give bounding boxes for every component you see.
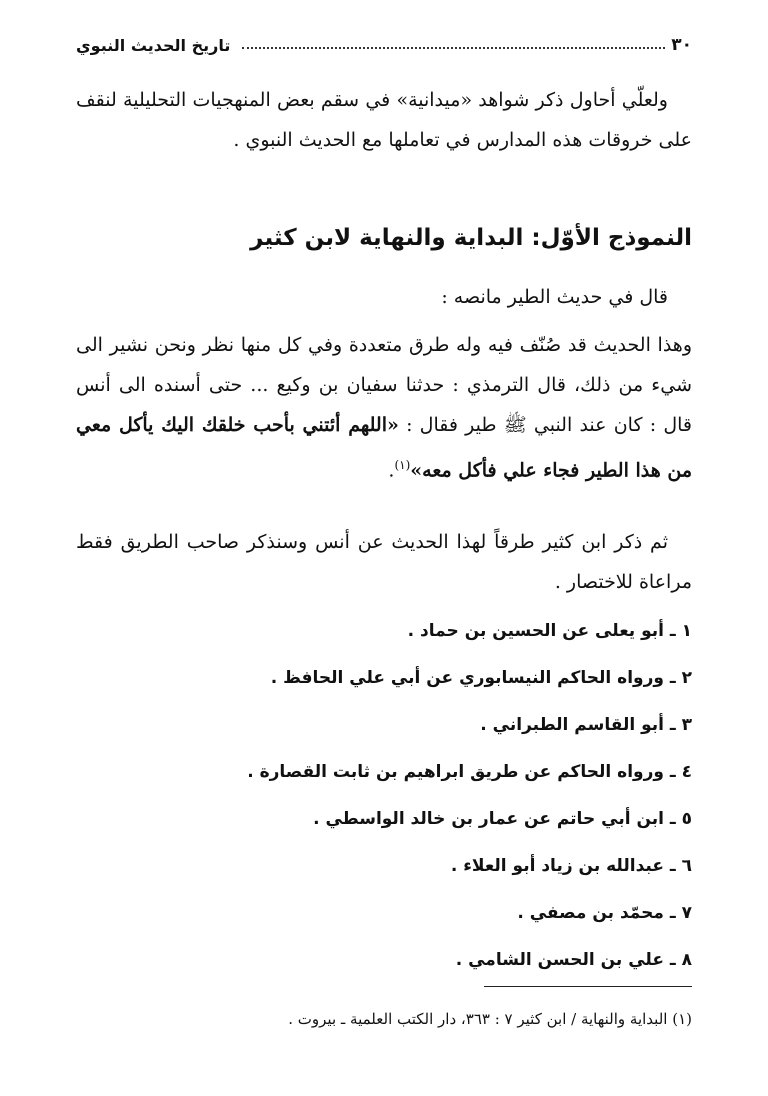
footnote: (١) البداية والنهاية / ابن كثير ٧ : ٣٦٣، دار الكتب العلمية ـ بيروت .	[288, 1010, 692, 1028]
quoted-paragraph	[76, 325, 692, 490]
intro-paragraph: ولعلّي أحاول ذكر شواهد «ميدانية» في سقم بعض المنهجيات التحليلية لنقف على خروقات هذه المدارس في تعاملها مع الحديث النبوي .	[76, 89, 692, 151]
sentence-end: .	[388, 459, 395, 482]
list-item: ١ ـ أبو يعلى عن الحسين بن حماد .	[407, 621, 692, 641]
list-item: ٧ ـ محمّد بن مصفي .	[517, 903, 692, 923]
page-number: ٣٠	[671, 35, 692, 55]
list-item: ٤ ـ ورواه الحاكم عن طريق ابراهيم بن ثابت القصارة .	[247, 762, 692, 782]
list-item: ٣ ـ أبو القاسم الطبراني .	[480, 715, 692, 735]
list-item: ٦ ـ عبدالله بن زياد أبو العلاء .	[450, 856, 692, 876]
running-header	[76, 30, 692, 60]
section-heading: النموذج الأوّل: البداية والنهاية لابن كثير	[250, 225, 692, 251]
chains-list	[76, 608, 692, 984]
chains-intro-paragraph: ثم ذكر ابن كثير طرقاً لهذا الحديث عن أنس وسنذكر صاحب الطريق فقط مراعاة للاختصار .	[76, 531, 692, 593]
list-item: ٢ ـ ورواه الحاكم النيسابوري عن أبي علي الحافظ .	[270, 668, 692, 688]
list-item: ٥ ـ ابن أبي حاتم عن عمار بن خالد الواسطي .	[313, 809, 692, 829]
hadith-quote: «اللهم أئتني بأحب خلقك اليك يأكل معي من هذا الطير فجاء علي فأكل معه»	[76, 414, 692, 482]
footnote-separator	[484, 986, 692, 987]
running-title: تاريخ الحديث النبوي	[76, 35, 231, 55]
list-item: ٨ ـ علي بن الحسن الشامي .	[455, 950, 692, 970]
section-subheading: قال في حديث الطير مانصه :	[441, 286, 668, 308]
quoted-text: وهذا الحديث قد صُنّف فيه وله طرق متعددة وفي كل منها نظر ونحن نشير الى شيء من ذلك، قال الترمذي : حدثنا سفيان بن وكيع ... حتى أسنده الى أنس قال : كان عند النبي ﷺ طير فقال :	[76, 334, 692, 436]
header-dot-leader	[242, 47, 665, 49]
footnote-mark: (١)	[394, 458, 411, 472]
